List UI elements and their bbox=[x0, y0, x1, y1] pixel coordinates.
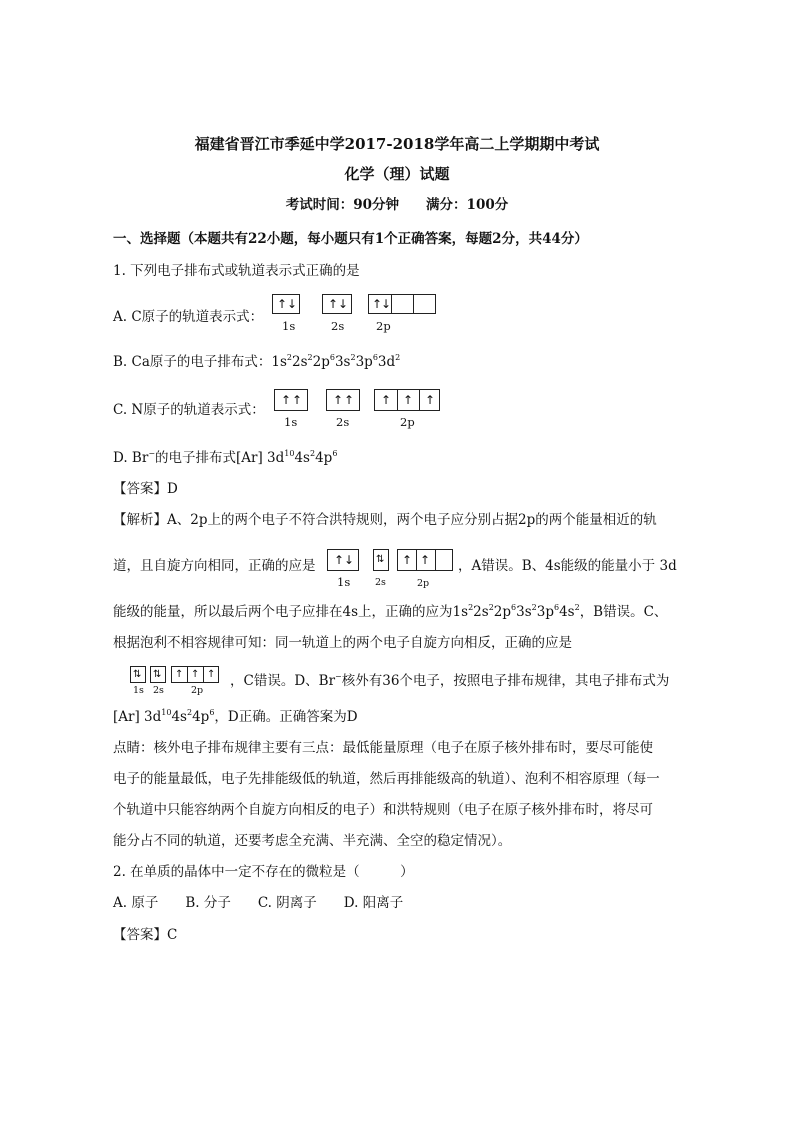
option-c-label: C. N原子的轨道表示式： bbox=[113, 402, 265, 418]
orbital-box-2p bbox=[171, 666, 219, 683]
orbital-label-2p: 2p bbox=[400, 415, 415, 429]
orbital-label-2p: 2p bbox=[376, 319, 391, 333]
arrow-up-icon: ↑ bbox=[334, 553, 345, 567]
orbital-label-2p: 2p bbox=[191, 685, 204, 696]
orbital-label-1s: 1s bbox=[133, 685, 144, 696]
q1-note-line-3: 个轨道中只能容纳两个自旋方向相反的电子）和洪特规则（电子在原子核外排布时，将尽可 bbox=[113, 802, 653, 818]
q1-analysis-line-2b: ，A错误。B、4s能级的能量小于 3d bbox=[458, 558, 677, 574]
orbital-box-2s bbox=[373, 549, 389, 571]
arrow-up-icon: ↑ bbox=[372, 297, 383, 311]
q1-analysis-line-1: 【解析】A、2p上的两个电子不符合洪特规则，两个电子应分别占据2p的两个能量相近的轨 bbox=[113, 512, 657, 528]
orbital-box-1s bbox=[327, 549, 359, 571]
arrow-up-icon: ↑ bbox=[381, 393, 392, 407]
arrow-up-icon: ↑ bbox=[191, 669, 200, 680]
option-a-label: A. C原子的轨道表示式： bbox=[113, 309, 264, 325]
arrow-down-icon: ↓ bbox=[381, 297, 392, 311]
exam-subtitle: 化学（理）试题 bbox=[344, 165, 450, 183]
q1-analysis-line-3: 能级的能量，所以最后两个电子应排在4s上，正确的应为$1s^22s^22p^63s^23p^64s^2$，B错误。C、 bbox=[113, 603, 668, 620]
q1-note-line-1: 点睛：核外电子排布规律主要有三点：最低能量原理（电子在原子核外排布时，要尽可能使 bbox=[113, 740, 653, 756]
arrow-up-icon: ↑ bbox=[344, 393, 355, 407]
arrow-up-down-icon: ⇅ bbox=[376, 554, 385, 565]
q2-answer: 【答案】C bbox=[113, 927, 178, 943]
orbital-box-2p bbox=[397, 549, 453, 571]
option-a-orbital-diagram bbox=[272, 294, 442, 334]
orbital-label-1s: 1s bbox=[337, 575, 351, 589]
q1-analysis-line-2a: 道，且自旋方向相同，正确的应是 bbox=[113, 558, 316, 574]
section-heading: 一、选择题（本题共有22小题，每小题只有1个正确答案，每题2分，共44分） bbox=[113, 231, 588, 247]
orbital-label-2s: 2s bbox=[336, 415, 350, 429]
arrow-down-icon: ↓ bbox=[287, 297, 298, 311]
arrow-up-icon: ↑ bbox=[175, 669, 184, 680]
arrow-up-icon: ↑ bbox=[281, 393, 292, 407]
q1-analysis-line-4: 根据泡利不相容规律可知：同一轨道上的两个电子自旋方向相反，正确的应是 bbox=[113, 635, 572, 651]
option-b-label: B. Ca原子的电子排布式： bbox=[113, 354, 272, 370]
q1-analysis-line-6: [Ar] $3d^{10}4s^24p^6$，D正确。正确答案为D bbox=[113, 708, 358, 725]
arrow-up-icon: ↑ bbox=[277, 297, 288, 311]
orbital-box-1s bbox=[272, 294, 300, 314]
orbital-box-1s bbox=[274, 389, 308, 411]
orbital-box-2s bbox=[326, 389, 360, 411]
q1-analysis-line-5: ，C错误。D、Br−核外有36个电子，按照电子排布规律，其电子排布式为 bbox=[230, 672, 670, 689]
arrow-up-icon: ↑ bbox=[420, 553, 431, 567]
option-c-orbital-diagram bbox=[274, 389, 444, 431]
analysis-orbital-diagram-a bbox=[327, 549, 457, 589]
arrow-up-down-icon: ⇅ bbox=[153, 669, 162, 680]
arrow-up-icon: ↑ bbox=[425, 393, 436, 407]
orbital-label-2p: 2p bbox=[417, 578, 430, 589]
arrow-up-icon: ↑ bbox=[403, 393, 414, 407]
orbital-label-2s: 2s bbox=[375, 577, 386, 588]
arrow-up-icon: ↑ bbox=[402, 553, 413, 567]
arrow-up-icon: ↑ bbox=[292, 393, 303, 407]
arrow-up-icon: ↑ bbox=[333, 393, 344, 407]
orbital-label-2s: 2s bbox=[153, 685, 164, 696]
orbital-label-1s: 1s bbox=[284, 415, 298, 429]
q1-note-line-2: 电子的能量最低，电子先排能级低的轨道，然后再排能级高的轨道）、泡利不相容原理（每一 bbox=[113, 771, 660, 787]
orbital-box-1s bbox=[130, 666, 146, 683]
orbital-box-2p bbox=[368, 294, 436, 314]
q1-answer: 【答案】D bbox=[113, 481, 178, 497]
arrow-down-icon: ↓ bbox=[338, 297, 349, 311]
option-b: B. Ca原子的电子排布式：$1s^22s^22p^63s^23p^63d^2$ bbox=[113, 353, 401, 370]
question-2-stem: 2. 在单质的晶体中一定不存在的微粒是（ ） bbox=[113, 864, 414, 880]
question-2-options: A. 原子 B. 分子 C. 阴离子 D. 阳离子 bbox=[113, 895, 404, 911]
orbital-box-2s bbox=[150, 666, 166, 683]
arrow-up-icon: ↑ bbox=[328, 297, 339, 311]
orbital-label-1s: 1s bbox=[282, 319, 296, 333]
orbital-box-2s bbox=[322, 294, 352, 314]
arrow-up-icon: ↑ bbox=[207, 669, 216, 680]
arrow-down-icon: ↓ bbox=[344, 553, 355, 567]
option-d: D. Br−的电子排布式[Ar] $3d^{10}4s^24p^6$ bbox=[113, 449, 338, 466]
question-1-stem: 1. 下列电子排布式或轨道表示式正确的是 bbox=[113, 263, 360, 279]
arrow-up-down-icon: ⇅ bbox=[133, 669, 142, 680]
orbital-box-2p bbox=[374, 389, 440, 411]
q1-note-line-4: 能分占不同的轨道，还要考虑全充满、半充满、全空的稳定情况）。 bbox=[113, 833, 512, 849]
orbital-label-2s: 2s bbox=[331, 319, 345, 333]
exam-info: 考试时间：90分钟 满分：100分 bbox=[285, 197, 509, 213]
analysis-orbital-diagram-c bbox=[130, 666, 230, 696]
exam-title: 福建省晋江市季延中学2017-2018学年高二上学期期中考试 bbox=[194, 135, 600, 153]
